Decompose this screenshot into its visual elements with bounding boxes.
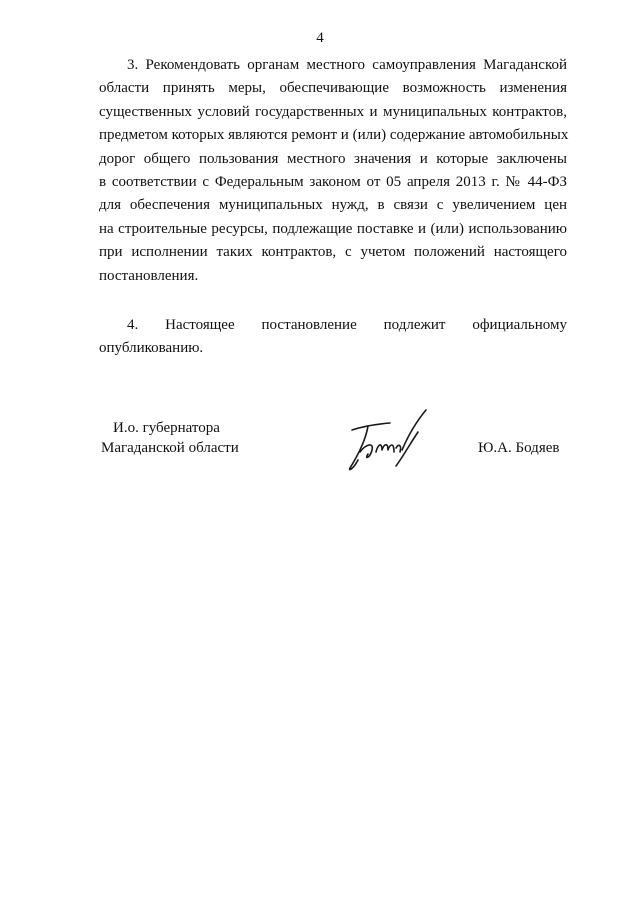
signer-name: Ю.А. Бодяев <box>478 440 560 456</box>
paragraph-3-line: для обеспечения муниципальных нужд, в связи с увеличением цен <box>99 197 567 214</box>
paragraph-3-line: 3. Рекомендовать органам местного самоуправления Магаданской <box>127 57 567 73</box>
paragraph-4-line: опубликованию. <box>99 340 204 357</box>
paragraph-3-line: в соответствии с Федеральным законом от 05 апреля 2013 г. № 44-ФЗ <box>99 173 567 190</box>
signatory-position <box>101 418 239 458</box>
paragraph-3-line: предметом которых являются ремонт и (или) содержание автомобильных <box>99 127 569 144</box>
paragraph-3 <box>99 54 567 288</box>
paragraph-3-line: на строительные ресурсы, подлежащие поставке и (или) использованию <box>99 220 567 237</box>
paragraph-3-line: дорог общего пользования местного значения и которые заключены <box>99 150 567 167</box>
paragraph-4 <box>99 314 567 361</box>
paragraph-4-line: 4. Настоящее постановление подлежит официальному <box>127 317 567 333</box>
paragraph-3-line: области принять меры, обеспечивающие возможность изменения <box>99 80 567 97</box>
paragraph-3-line: при исполнении таких контрактов, с учетом положений настоящего <box>99 244 567 261</box>
position-title: И.о. губернатора <box>113 420 220 436</box>
signature-strokes <box>350 410 426 470</box>
handwritten-signature <box>338 408 438 478</box>
paragraph-3-line: постановления. <box>99 267 199 284</box>
paragraph-3-line: существенных условий государственных и муниципальных контрактов, <box>99 103 567 120</box>
page-number: 4 <box>316 30 324 46</box>
position-region: Магаданской области <box>101 440 239 456</box>
